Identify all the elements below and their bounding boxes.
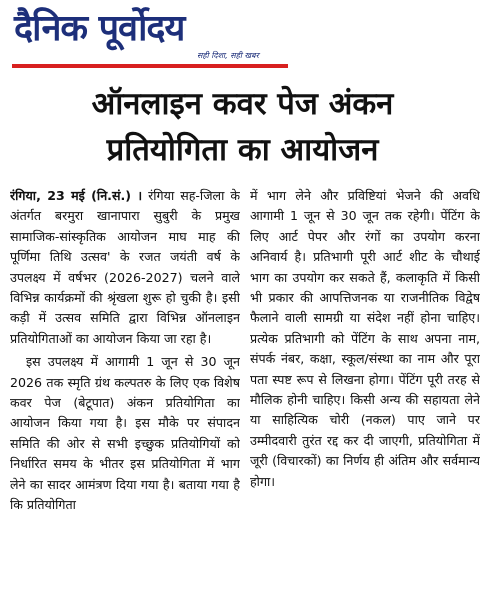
article-paragraph-2: इस उपलक्ष्य में आगामी 1 जून से 30 जून 2026 तक स्मृति ग्रंथ कल्पतरु के लिए एक विशेष कवर पेज (बेटूपात) अंकन प्रतियोगिता का आयोजन किया गया है। इस मौके पर संपादन समिति की ओर से सभी इच्छुक प्रतियोगियों को निर्धारित समय के भीतर इस प्रतियोगिता में भाग लेने का सादर आमंत्रण दिया गया है। बताया गया है कि प्रतियोगिता xyxy=(10,354,240,513)
newspaper-logo: दैनिक पूर्वोदय xyxy=(14,8,185,49)
article-paragraph-1-text: रंगिया सह-जिला के अंतर्गत बरमुरा खानापारा सुबुरी के प्रमुख सामाजिक-सांस्कृतिक आयोजन माघ माह की पूर्णिमा तिथि उत्सव' के रजत जयंती वर्ष के उपलक्ष्य में वर्षभर (2026-2027) चलने वाले विभिन्न कार्यक्रमों की श्रृंखला शुरू हो चुकी है। इसी कड़ी में उत्सव समिति द्वारा विभिन्न ऑनलाइन प्रतियोगिताओं का आयोजन किया जा रहा है। xyxy=(10,188,240,346)
headline-line-2: प्रतियोगिता का आयोजन xyxy=(106,132,379,168)
article-paragraph-1 xyxy=(10,186,240,349)
article-column-left xyxy=(10,186,240,606)
article-dateline: रंगिया, 23 मई (नि.सं.) । xyxy=(10,188,143,203)
masthead xyxy=(0,0,485,78)
article-column-right xyxy=(250,186,480,606)
masthead-red-rule xyxy=(12,64,288,68)
newspaper-tagline: सही दिशा, सही खबर xyxy=(197,51,259,60)
headline-line-1: ऑनलाइन कवर पेज अंकन xyxy=(91,86,394,122)
article-paragraph-3: में भाग लेने और प्रविष्टियां भेजने की अवधि आगामी 1 जून से 30 जून तक रहेगी। पेंटिंग के लिए आर्ट पेपर और रंगों का उपयोग करना अनिवार्य है। प्रतिभागी पूरी आर्ट शीट के चौथाई भाग का उपयोग कर सकते हैं, कलाकृति में किसी भी प्रकार की आपत्तिजनक या राजनीतिक विद्वेष फैलाने वाली सामग्री या संदेश नहीं होना चाहिए। प्रत्येक प्रतिभागी को पेंटिंग के साथ अपना नाम, संपर्क नंबर, कक्षा, स्कूल/संस्था का नाम और पूरा पता स्पष्ट रूप से लिखना होगा। पेंटिंग पूरी तरह से मौलिक होनी चाहिए। किसी अन्य की सहायता लेने या साहित्यिक चोरी (नकल) पाए जाने पर उम्मीदवारी तुरंत रद्द कर दी जाएगी, प्रतियोगिता में जूरी (विचारकों) का निर्णय ही अंतिम और सर्वमान्य होगा। xyxy=(250,188,480,489)
